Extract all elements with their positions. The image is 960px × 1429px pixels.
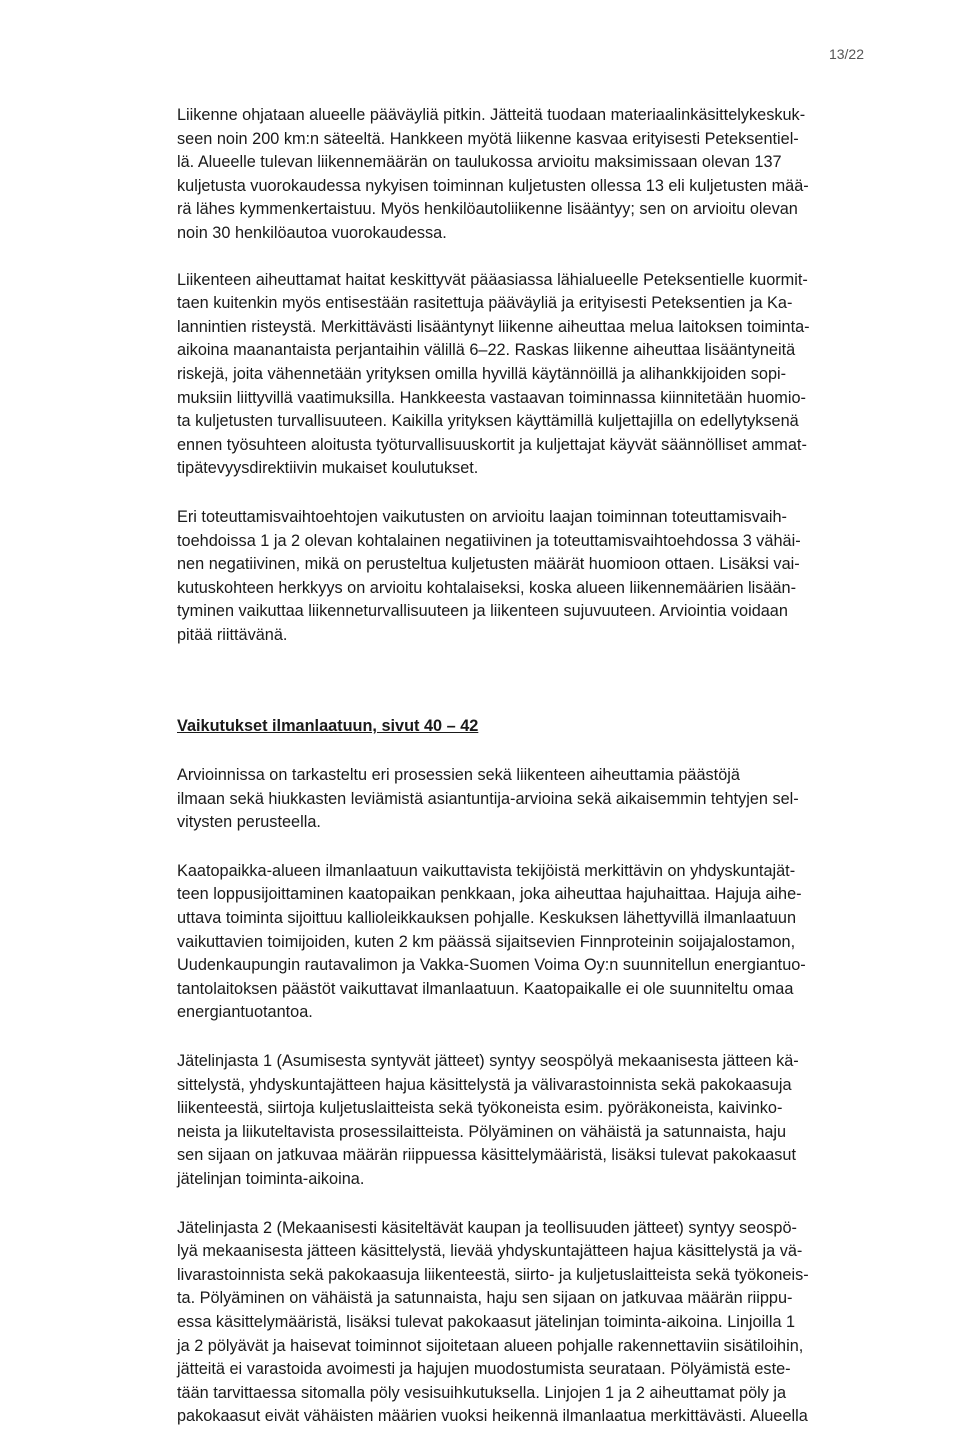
text-line: ta kuljetusten turvallisuuteen. Kaikilla yrityksen käyttämillä kuljettajilla on edellytyksenä	[177, 412, 799, 431]
text-line: Liikenne ohjataan alueelle pääväyliä pitkin. Jätteitä tuodaan materiaalinkäsittelykeskuk-	[177, 106, 806, 124]
text-line: vitysten perusteella.	[177, 813, 321, 832]
paragraph-waste-line-1	[177, 1050, 897, 1192]
text-line: neista ja liikuteltavista prosessilaitteista. Pölyäminen on vähäistä ja satunnaista, haju	[177, 1122, 787, 1141]
text-line: pakokaasut eivät vähäisten määrien vuoksi heikennä ilmanlaatua merkittävästi. Alueella	[177, 1407, 808, 1426]
text-line: aikoina maanantaista perjantaihin välillä 6–22. Raskas liikenne aiheuttaa lisääntyneitä	[177, 341, 796, 360]
text-line: noin 30 henkilöautoa vuorokaudessa.	[177, 223, 447, 242]
text-line: livarastoinnista sekä pakokaasuja liikenteestä, siirto- ja kuljetuslaitteista sekä työkoneis-	[177, 1265, 809, 1284]
text-line: vaikuttavien toimijoiden, kuten 2 km päässä sijaitsevien Finnproteinin soijajalostamon,	[177, 932, 796, 951]
text-line: nen negatiivinen, mikä on perusteltua kuljetusten määrät huomioon ottaen. Lisäksi vai-	[177, 555, 800, 574]
text-line: kuljetusta vuorokaudessa nykyisen toiminnan kuljetusten ollessa 13 eli kuljetusten mää-	[177, 176, 809, 195]
text-line: lyä mekaanisesta jätteen käsittelystä, lievää yhdyskuntajätteen hajua käsittelystä ja vä-	[177, 1242, 803, 1261]
text-line: jätelinjan toiminta-aikoina.	[177, 1169, 365, 1188]
text-line: seen noin 200 km:n säteeltä. Hankkeen myötä liikenne kasvaa erityisesti Peteksentiel-	[177, 129, 799, 148]
text-line: ta. Pölyäminen on vähäistä ja satunnaista, haju sen sijaan on jatkuvaa määrän riippu-	[177, 1289, 793, 1308]
text-line: essa käsittelymääristä, lisäksi tulevat pakokaasut jätelinjan toiminta-aikoina. Linjoilla 1	[177, 1312, 796, 1331]
text-line: kutuskohteen herkkyys on arvioitu kohtalaiseksi, koska alueen liikennemäärien lisään-	[177, 578, 797, 597]
text-line: Jätelinjasta 2 (Mekaanisesti käsiteltävät kaupan ja teollisuuden jätteet) syntyy seospö-	[177, 1218, 797, 1237]
text-line: liikenteestä, siirtoja kuljetuslaitteista sekä työkoneista esim. pyöräkoneista, kaivinko-	[177, 1099, 783, 1118]
text-line: toehdoissa 1 ja 2 olevan kohtalainen negatiivinen ja toteuttamisvaihtoehdossa 3 vähäi-	[177, 531, 801, 550]
text-line: ilmaan sekä hiukkasten leviämistä asiantuntija-arvioina sekä aikaisemmin tehtyjen sel-	[177, 789, 799, 808]
text-line: ja 2 pölyävät ja haisevat toiminnot sijoitetaan alueen pohjalle rakennettaviin sisätiloihin,	[177, 1336, 804, 1355]
text-line: pitää riittävänä.	[177, 625, 288, 644]
paragraph-landfill-air-quality	[177, 860, 897, 1025]
text-line: Jätelinjasta 1 (Asumisesta syntyvät jätteet) syntyy seospölyä mekaanisesta jätteen kä-	[177, 1052, 799, 1070]
text-line: tyminen vaikuttaa liikenneturvallisuuteen ja liikenteen sujuvuuteen. Arviointia voidaan	[177, 602, 788, 621]
text-line: lä. Alueelle tulevan liikennemäärän on taulukossa arvioitu maksimissaan olevan 137	[177, 153, 782, 172]
text-line: sen sijaan on jatkuvaa määrän riippuessa käsittelymääristä, lisäksi tulevat pakokaasut	[177, 1146, 797, 1165]
text-line: energiantuotantoa.	[177, 1003, 313, 1022]
paragraph-alternatives-assessment	[177, 506, 897, 648]
text-line: uttava toiminta sijoittuu kallioleikkauksen pohjalle. Keskuksen lähettyvillä ilmanlaatuun	[177, 909, 797, 928]
paragraph-waste-line-2	[177, 1217, 897, 1429]
text-line: ennen työsuhteen aloitusta työturvallisuuskortit ja kuljettajat käyvät säännölliset ammat-	[177, 435, 807, 454]
text-line: muksiin liittyvillä vaatimuksilla. Hankkeesta vastaavan toiminnassa kiinnitetään huomio-	[177, 388, 806, 407]
text-line: Liikenteen aiheuttamat haitat keskittyvät pääasiassa lähialueelle Peteksentielle kuormit-	[177, 270, 808, 289]
section-heading-air-quality: Vaikutukset ilmanlaatuun, sivut 40 – 42	[177, 717, 479, 736]
text-line: taen kuitenkin myös entisestään rasitettuja pääväyliä ja erityisesti Peteksentien ja Ka-	[177, 294, 793, 313]
document-body	[177, 104, 897, 1429]
text-line: tantolaitoksen päästöt vaikuttavat ilmanlaatuun. Kaatopaikalle ei ole suunniteltu omaa	[177, 979, 794, 998]
page-number: 13/22	[828, 46, 864, 62]
paragraph-traffic-volume	[177, 104, 897, 246]
paragraph-traffic-impacts	[177, 269, 897, 481]
text-line: jätteitä ei varastoida avoimesti ja hajujen muodostumista seurataan. Pölyämistä este-	[177, 1360, 791, 1379]
text-line: sittelystä, yhdyskuntajätteen hajua käsittelystä ja välivarastoinnista sekä pakokaasuja	[177, 1075, 792, 1094]
text-line: riskejä, joita vähennetään yrityksen omilla hyvillä käytännöillä ja alihankkijoiden sopi-	[177, 364, 787, 383]
paragraph-air-assessment	[177, 764, 897, 835]
text-line: lannintien risteystä. Merkittävästi lisääntynyt liikenne aiheuttaa melua laitoksen toiminta-	[177, 317, 810, 336]
text-line: teen loppusijoittaminen kaatopaikan penkkaan, joka aiheuttaa hajuhaittaa. Hajuja aihe-	[177, 885, 802, 904]
text-line: tipätevyysdirektiivin mukaiset koulutukset.	[177, 459, 479, 478]
text-line: Kaatopaikka-alueen ilmanlaatuun vaikuttavista tekijöistä merkittävin on yhdyskuntajät-	[177, 861, 796, 880]
text-line: rä lähes kymmenkertaistuu. Myös henkilöautoliikenne lisääntyy; sen on arvioitu olevan	[177, 200, 798, 219]
text-line: Uudenkaupungin rautavalimon ja Vakka-Suomen Voima Oy:n suunnitellun energiantuo-	[177, 956, 806, 975]
text-line: tään tarvittaessa sitomalla pöly vesisuihkutuksella. Linjojen 1 ja 2 aiheuttamat pöly ja	[177, 1383, 787, 1402]
text-line: Arvioinnissa on tarkasteltu eri prosessien sekä liikenteen aiheuttamia päästöjä	[177, 766, 740, 785]
text-line: Eri toteuttamisvaihtoehtojen vaikutusten on arvioitu laajan toiminnan toteuttamisvaih-	[177, 507, 787, 526]
